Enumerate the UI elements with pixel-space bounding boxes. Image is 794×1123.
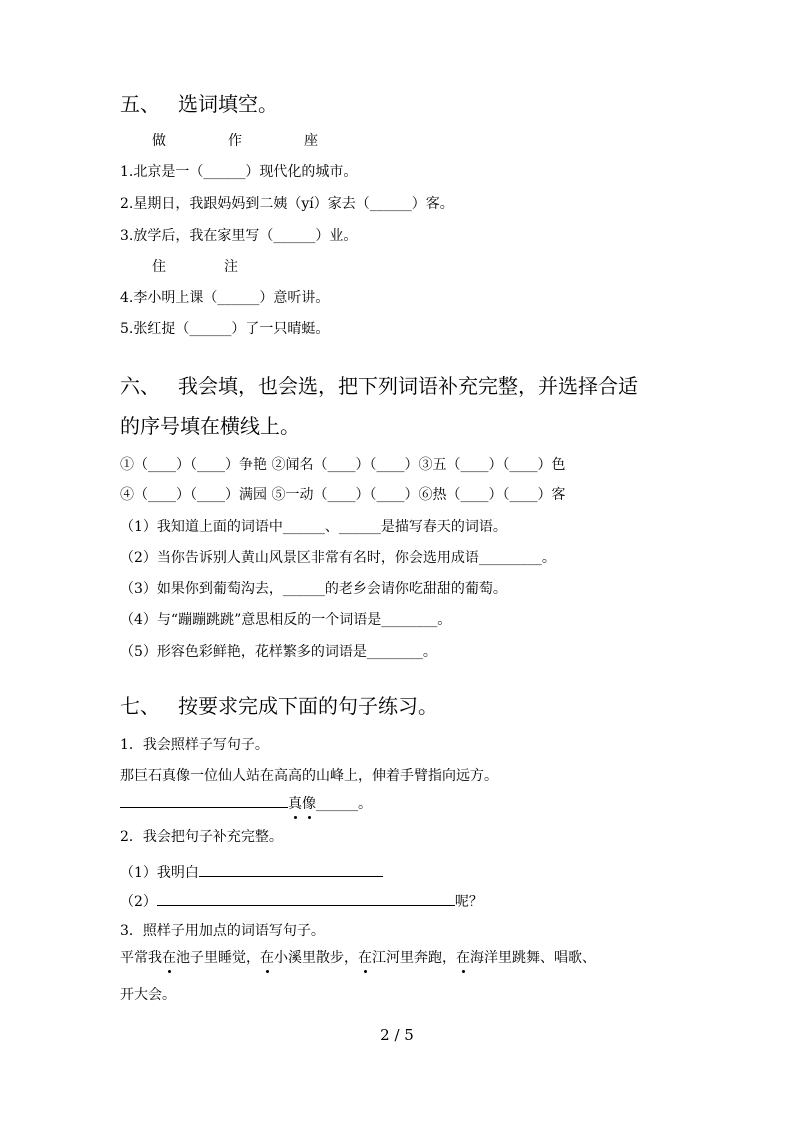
- q1-example: 那巨石真像一位仙人站在高高的山峰上，伸着手臂指向远方。: [120, 768, 498, 784]
- option-word: 做: [152, 133, 166, 149]
- section-5-heading: [120, 88, 278, 117]
- q1-answer-line: [120, 793, 372, 813]
- fill-item: 4.李小明上课（______）意听讲。: [120, 290, 330, 306]
- option-word: 住: [152, 259, 166, 275]
- answer-blank[interactable]: [157, 891, 455, 906]
- page-number: 2 / 5: [380, 1026, 414, 1044]
- text-segment: 小溪里散步，: [274, 950, 358, 966]
- text-segment: 海洋里跳舞、唱歌、: [470, 950, 596, 966]
- option-word: 座: [304, 133, 318, 149]
- question-item: （4）与“蹦蹦跳跳”意思相反的一个词语是________。: [120, 612, 452, 628]
- q3-example-line2: 开大会。: [120, 987, 176, 1003]
- section-6-title-line1: 我会填，也会选，把下列词语补充完整，并选择合适: [178, 374, 638, 398]
- q2-b-suffix: 呢？: [454, 894, 483, 910]
- question-item: （3）如果你到葡萄沟去，______的老乡会请你吃甜甜的葡萄。: [120, 581, 507, 597]
- answer-blank[interactable]: [120, 793, 288, 808]
- section-5-title: 选词填空。: [178, 92, 278, 116]
- dotted-word: 在: [260, 950, 274, 966]
- q3-title: 3．照样子用加点的词语写句子。: [120, 923, 325, 939]
- answer-tail: ______。: [316, 796, 372, 812]
- option-word: 作: [228, 133, 242, 149]
- section-7-heading: [120, 690, 438, 719]
- idiom-row: ④（____）（____）满园 ⑤一动（____）（____）⑥热（____）（____）客: [120, 487, 566, 503]
- section-6-heading: [120, 370, 638, 399]
- q3-example: [120, 949, 596, 967]
- dotted-word: 在: [162, 950, 176, 966]
- dotted-word: 在: [456, 950, 470, 966]
- question-item: （5）形容色彩鲜艳，花样繁多的词语是________。: [120, 644, 437, 660]
- q2-a-prefix: （1）我明白: [120, 865, 199, 881]
- q2-b-prefix: （2）: [120, 894, 157, 910]
- dotted-word: 像: [302, 796, 316, 812]
- q2-b: [120, 891, 483, 911]
- dotted-word: 在: [358, 950, 372, 966]
- q2-title: 2．我会把句子补充完整。: [120, 829, 283, 845]
- idiom-row: ①（____）（____）争艳 ②闻名（____）（____）③五（____）（____）色: [120, 457, 566, 473]
- q2-a: [120, 862, 383, 882]
- fill-item: 5.张红捉（______）了一只晴蜓。: [120, 321, 330, 337]
- answer-blank[interactable]: [199, 862, 383, 877]
- question-item: （1）我知道上面的词语中______、______是描写春天的词语。: [120, 519, 507, 535]
- fill-item: 3.放学后，我在家里写（______）业。: [120, 228, 358, 244]
- word-options-b: [152, 258, 238, 276]
- question-item: （2）当你告诉别人黄山风景区非常有名时，你会选用成语_________。: [120, 550, 556, 566]
- section-6-number: 六、: [120, 374, 160, 398]
- section-6-title-line2: 的序号填在横线上。: [120, 414, 300, 438]
- q1-title: 1．我会照样子写句子。: [120, 737, 269, 753]
- word-options-a: [152, 132, 318, 150]
- fill-item: 1.北京是一（______）现代化的城市。: [120, 164, 358, 180]
- text-segment: 池子里睡觉，: [176, 950, 260, 966]
- option-word: 注: [224, 259, 238, 275]
- section-5-number: 五、: [120, 92, 160, 116]
- text-segment: 平常我: [120, 950, 162, 966]
- text-segment: 江河里奔跑，: [372, 950, 456, 966]
- fill-item: 2.星期日，我跟妈妈到二姨（yí）家去（______）客。: [120, 196, 454, 212]
- section-7-title: 按要求完成下面的句子练习。: [178, 694, 438, 718]
- dotted-word: 真: [288, 796, 302, 812]
- section-7-number: 七、: [120, 694, 160, 718]
